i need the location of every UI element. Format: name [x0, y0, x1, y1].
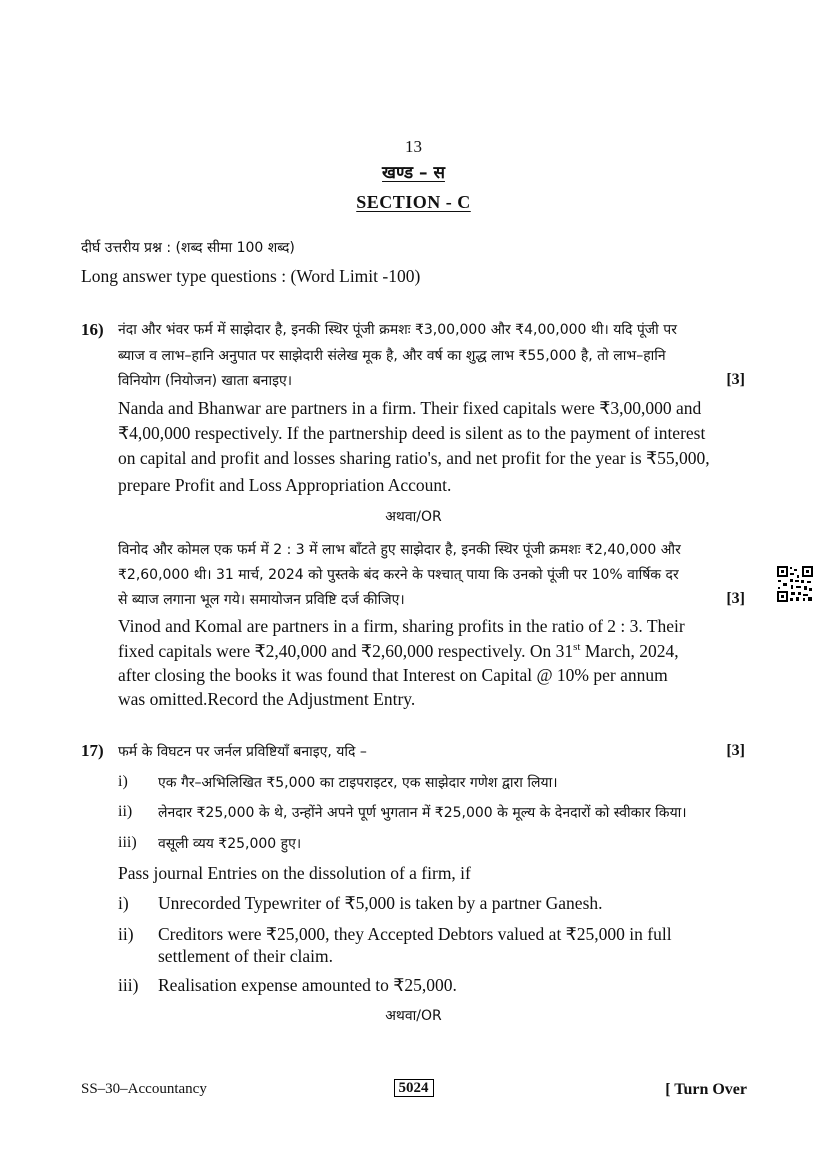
q16-alt-hindi-line-1: विनोद और कोमल एक फर्म में 2 : 3 में लाभ बाँटते हुए साझेदार है, इनकी स्थिर पूंजी क्रमशः ₹2,40,000 और	[118, 542, 681, 558]
footer-turn-over: [ Turn Over	[665, 1081, 747, 1098]
q16-hindi-line-2: ब्याज व लाभ–हानि अनुपात पर साझेदारी संलेख मूक है, और वर्ष का शुद्ध लाभ ₹55,000 है, तो लाभ–हानि	[118, 348, 666, 364]
q16-english-line-4: prepare Profit and Loss Appropriation Account.	[118, 475, 452, 495]
q17-english-item-2-roman: ii)	[118, 924, 134, 944]
q16-english-line-1: Nanda and Bhanwar are partners in a firm. Their fixed capitals were ₹3,00,000 and	[118, 398, 702, 418]
q17-hindi-item-2-roman: ii)	[118, 803, 133, 820]
q16-hindi-line-3: विनियोग (नियोजन) खाता बनाइए।	[118, 373, 293, 389]
q17-english-item-1-roman: i)	[118, 893, 129, 913]
q17-hindi-item-3-text: वसूली व्यय ₹25,000 हुए।	[158, 836, 302, 852]
q17-english-item-2-text: Creditors were ₹25,000, they Accepted Debtors valued at ₹25,000 in full	[158, 924, 672, 944]
footer-page-code-box: 5024	[394, 1079, 434, 1097]
superscript-st: st	[573, 641, 581, 654]
q17-marks: [3]	[726, 742, 745, 759]
q16-marks: [3]	[726, 371, 745, 388]
q17-english-item-3-text: Realisation expense amounted to ₹25,000.	[158, 975, 457, 995]
q16-alt-english-line-3: after closing the books it was found that Interest on Capital @ 10% per annum	[118, 665, 668, 685]
q16-alt-hindi-line-3: से ब्याज लगाना भूल गये। समायोजन प्रविष्टि दर्ज कीजिए।	[118, 592, 405, 608]
q16-alt-english-line-2	[118, 641, 679, 662]
q17-hindi-item-1-text: एक गैर–अभिलिखित ₹5,000 का टाइपराइटर, एक साझेदार गणेश द्वारा लिया।	[158, 775, 558, 791]
section-title-hindi-text: खण्ड – स	[382, 163, 445, 183]
q17-hindi-item-3-roman: iii)	[118, 834, 137, 851]
q17-hindi-item-2-text: लेनदार ₹25,000 के थे, उन्होंने अपने पूर्ण भुगतान में ₹25,000 के मूल्य के देनदारों को स्वीकार किया।	[158, 805, 687, 821]
q16-english-line-3: on capital and profit and losses sharing ratio's, and net profit for the year is ₹55,000,	[118, 448, 710, 468]
q17-hindi-item-1-roman: i)	[118, 773, 128, 790]
q16-alt-english-line-2-tail: March, 2024,	[580, 641, 679, 661]
q17-english-intro: Pass journal Entries on the dissolution of a firm, if	[118, 863, 471, 883]
q17-english-item-3-roman: iii)	[118, 975, 139, 995]
q17-english-item-1-text: Unrecorded Typewriter of ₹5,000 is taken by a partner Ganesh.	[158, 893, 603, 913]
q16-alt-english-line-4: was omitted.Record the Adjustment Entry.	[118, 689, 416, 709]
section-title-english-text: SECTION - C	[356, 192, 471, 212]
qr-code	[776, 565, 814, 603]
question-number-16: 16)	[81, 320, 104, 339]
instruction-hindi: दीर्घ उत्तरीय प्रश्न : (शब्द सीमा 100 शब्द)	[81, 240, 295, 256]
section-title-english	[0, 192, 827, 213]
q16-hindi-line-1: नंदा और भंवर फर्म में साझेदार है, इनकी स्थिर पूंजी क्रमशः ₹3,00,000 और ₹4,00,000 थी। यदि पूंजी पर	[118, 322, 677, 338]
instruction-english: Long answer type questions : (Word Limit -100)	[81, 266, 421, 286]
q17-hindi-intro: फर्म के विघटन पर जर्नल प्रविष्टियाँ बनाइए, यदि –	[118, 744, 367, 760]
q16-or-divider: अथवा/OR	[385, 509, 442, 525]
section-title-hindi	[0, 160, 827, 183]
q16-alt-hindi-line-2: ₹2,60,000 थी। 31 मार्च, 2024 को पुस्तके बंद करने के पश्चात् पाया कि उनको पूंजी पर 10% वार्षिक दर	[118, 567, 679, 583]
q16-english-line-2: ₹4,00,000 respectively. If the partnership deed is silent as to the payment of interest	[118, 423, 706, 443]
question-number-17: 17)	[81, 741, 104, 760]
q16-alt-english-line-1: Vinod and Komal are partners in a firm, sharing profits in the ratio of 2 : 3. Their	[118, 616, 685, 636]
q17-or-divider: अथवा/OR	[385, 1008, 442, 1024]
q16-alt-marks: [3]	[726, 590, 745, 607]
page-number: 13	[405, 137, 422, 156]
footer-paper-code: SS–30–Accountancy	[81, 1081, 207, 1097]
q16-alt-english-line-2-text: fixed capitals were ₹2,40,000 and ₹2,60,000 respectively. On 31	[118, 641, 574, 661]
q17-english-item-2-text-cont: settlement of their claim.	[158, 946, 333, 966]
